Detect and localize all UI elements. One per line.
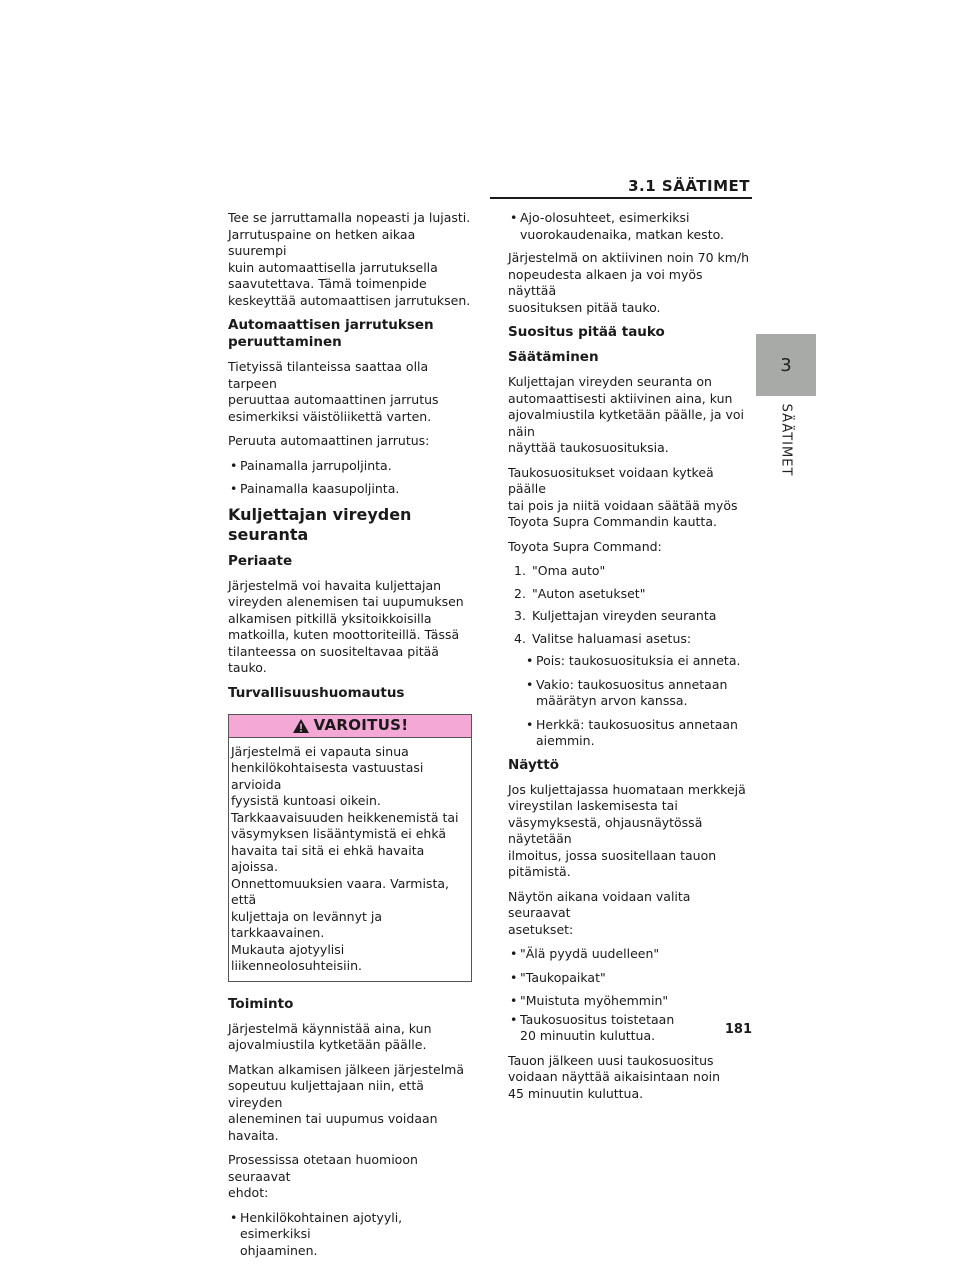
step-item xyxy=(514,608,752,625)
display-select-paragraph: Näytön aikana voidaan valita seuraavat asetukset: xyxy=(508,888,691,937)
list-item: • Taukosuositus toistetaan 20 minuutin kuluttua. xyxy=(508,1012,752,1045)
list-item: • "Taukopaikat" xyxy=(508,970,752,987)
step-number: 4. xyxy=(514,630,526,646)
function-paragraph-2: Matkan alkamisen jälkeen järjestelmä sopeutuu kuljettajaan niin, että vireyden aleneminen tai uupumus voidaan havaita. xyxy=(228,1061,465,1143)
option-item: • Pois: taukosuosituksia ei anneta. xyxy=(524,653,752,670)
conditions-list xyxy=(508,210,752,243)
chapter-label: SÄÄTIMET xyxy=(778,403,794,477)
cancel-how: Peruuta automaattinen jarrutus: xyxy=(228,433,430,448)
display-paragraph: Jos kuljettajassa huomataan merkkejä vireystilan laskemisesta tai väsymyksestä, ohjausnäytössä näytetään ilmoitus, jossa suositellaan tauon pitämistä. xyxy=(508,781,746,879)
warning-text: Järjestelmä ei vapauta sinua henkilökohtaisesta vastuustasi arvioida fyysistä kuntoasi oikein. Tarkkaavaisuuden heikkenemistä tai väsymyksen lisääntymistä ei ehkä havaita tai sitä ei ehkä havaita ajoissa. Onnettomuuksien vaara. Varmista, että kuljettaja on levännyt ja tarkkaavainen. Mukauta ajotyylisi liikenneolosuhteisiin. xyxy=(231,743,459,973)
intro-paragraph: Tee se jarruttamalla nopeasti ja lujasti. Jarrutuspaine on hetken aikaa suurempi kuin automaattisella jarrutuksella saavutettava. Tämä toimenpide keskeyttää automaattisen jarrutuksen. xyxy=(228,210,471,308)
warning-header xyxy=(229,715,471,738)
cancel-heading: Automaattisen jarrutuksen peruuttaminen xyxy=(228,317,434,350)
function-paragraph-3: Prosessissa otetaan huomioon seuraavat ehdot: xyxy=(228,1152,418,1200)
adjust-heading: Säätäminen xyxy=(508,349,599,365)
header-divider xyxy=(490,197,752,199)
function-paragraph-1: Järjestelmä käynnistää aina, kun ajovalmiustila kytketään päälle. xyxy=(228,1020,432,1052)
safety-heading: Turvallisuushuomautus xyxy=(228,684,405,701)
step-number: 2. xyxy=(514,585,526,601)
step-text: "Oma auto" xyxy=(532,563,606,578)
after-break-paragraph: Tauon jälkeen uusi taukosuositus voidaan näyttää aikaisintaan noin 45 minuutin kuluttua. xyxy=(508,1052,721,1101)
options-list xyxy=(508,653,752,750)
chapter-tab xyxy=(756,334,816,396)
step-text: Kuljettajan vireyden seuranta xyxy=(532,608,717,623)
left-column xyxy=(228,210,472,1266)
recommend-heading: Suositus pitää tauko xyxy=(508,324,665,340)
cancel-list xyxy=(228,458,472,498)
function-list xyxy=(228,1210,472,1260)
step-number: 3. xyxy=(514,608,526,623)
page-number: 181 xyxy=(724,1022,752,1037)
adjust-paragraph-1: Kuljettajan vireyden seuranta on automaattisesti aktiivinen aina, kun ajovalmiustila kytketään päälle, ja voi näin näyttää taukosuosituksia. xyxy=(508,374,745,455)
warning-icon xyxy=(292,718,310,734)
adjust-paragraph-2: Taukosuositukset voidaan kytkeä päälle tai pois ja niitä voidaan säätää myös Toyota Supra Commandin kautta. xyxy=(508,464,738,529)
chapter-number: 3 xyxy=(780,354,792,376)
warning-box xyxy=(228,714,472,982)
step-item xyxy=(514,586,752,603)
list-item: • Henkilökohtainen ajotyyli, esimerkiksi ohjaaminen. xyxy=(228,1210,472,1260)
cancel-paragraph: Tietyissä tilanteissa saattaa olla tarpeen peruuttaa automaattinen jarrutus esimerkiksi väistöliikettä varten. xyxy=(228,359,439,424)
active-paragraph: Järjestelmä on aktiivinen noin 70 km/h nopeudesta alkaen ja voi myös näyttää suosituksen pitää tauko. xyxy=(508,250,750,315)
principle-paragraph: Järjestelmä voi havaita kuljettajan vireyden alenemisen tai uupumuksen alkamisen pitkillä yksitoikkoisilla matkoilla, kuten moottoriteillä. Tässä tilanteessa on suositeltavaa pitää tauko. xyxy=(228,577,464,675)
steps-list xyxy=(508,563,752,647)
step-item xyxy=(514,631,752,648)
step-text: Valitse haluamasi asetus: xyxy=(532,630,692,646)
display-heading: Näyttö xyxy=(508,756,559,773)
step-item xyxy=(514,563,752,580)
list-item: • Painamalla kaasupoljinta. xyxy=(228,481,472,498)
list-item: • "Älä pyydä uudelleen" xyxy=(508,946,752,963)
list-item: • Ajo-olosuhteet, esimerkiksi vuorokaudenaika, matkan kesto. xyxy=(508,210,752,243)
step-text: "Auton asetukset" xyxy=(532,585,646,601)
section-title: 3.1 SÄÄTIMET xyxy=(628,177,750,195)
principle-heading: Periaate xyxy=(228,552,293,569)
warning-title: VAROITUS! xyxy=(313,716,409,735)
option-item: • Herkkä: taukosuositus annetaan aiemmin. xyxy=(524,717,752,750)
function-heading: Toiminto xyxy=(228,995,294,1012)
list-item: • Painamalla jarrupoljinta. xyxy=(228,458,472,475)
step-number: 1. xyxy=(514,563,526,578)
list-item: • "Muistuta myöhemmin" xyxy=(508,993,752,1010)
main-heading: Kuljettajan vireyden seuranta xyxy=(228,504,412,544)
option-item: • Vakio: taukosuositus annetaan määrätyn arvon kanssa. xyxy=(524,677,752,710)
command-label: Toyota Supra Command: xyxy=(508,538,662,554)
right-column xyxy=(508,210,752,1110)
